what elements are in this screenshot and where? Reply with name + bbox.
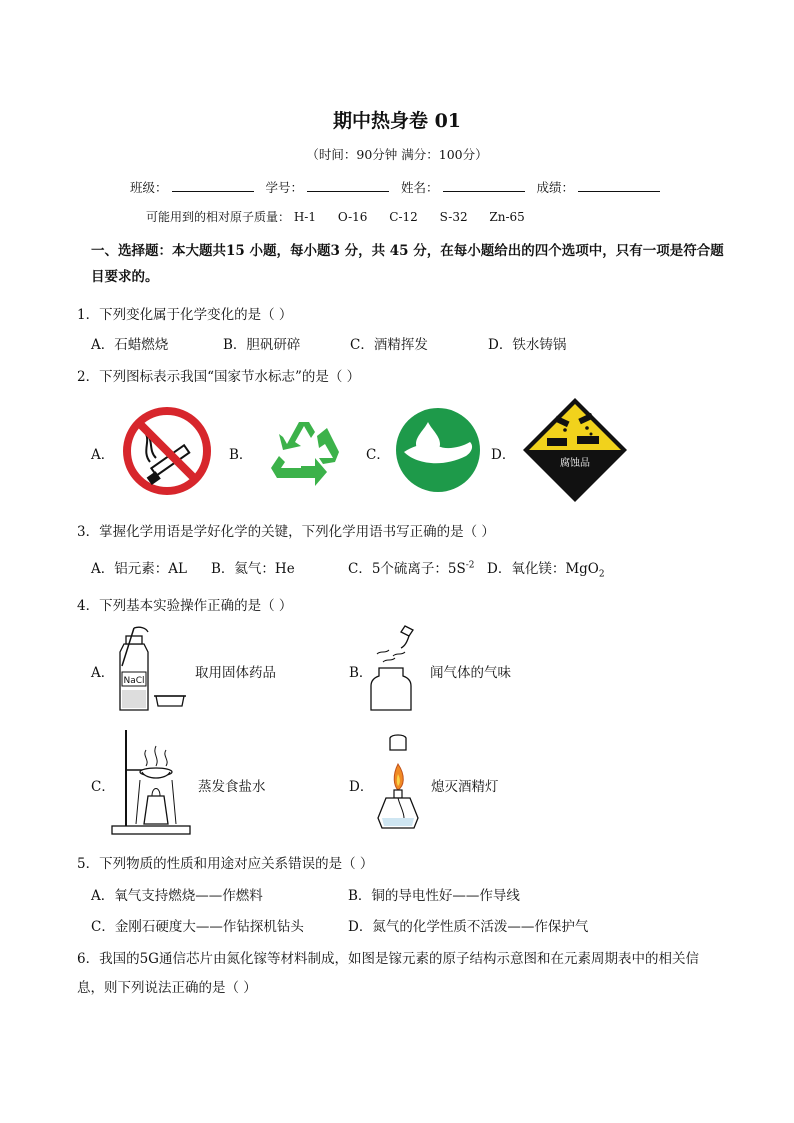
smelling-gas-icon xyxy=(365,624,425,714)
q5-option-a[interactable]: A．氧气支持燃烧——作燃料 xyxy=(91,888,263,904)
atomic-label: 可能用到的相对原子质量： xyxy=(146,210,291,224)
q2-label-a[interactable]: A． xyxy=(91,447,115,463)
q3-stem: 3．掌握化学用语是学好化学的关键，下列化学用语书写正确的是（ ） xyxy=(77,524,495,540)
atomic-mass: S-32 xyxy=(439,210,468,224)
q5-option-b[interactable]: B．铜的导电性好——作导线 xyxy=(348,888,520,904)
q4-label-c[interactable]: C． xyxy=(91,779,115,795)
atomic-mass: Zn-65 xyxy=(489,210,525,224)
student-id-blank[interactable] xyxy=(307,180,389,192)
q1-option-d[interactable]: D．铁水铸锅 xyxy=(488,337,567,353)
q3-option-d-subscript: 2 xyxy=(598,569,605,580)
student-id-label: 学号： xyxy=(265,180,303,195)
class-blank[interactable] xyxy=(172,180,254,192)
water-saving-sign-icon xyxy=(394,406,482,494)
q5-stem: 5．下列物质的性质和用途对应关系错误的是（ ） xyxy=(77,856,374,872)
q6-stem-line1: 6．我国的5G通信芯片由氮化镓等材料制成，如图是镓元素的原子结构示意图和在元素周期表中的相关信 xyxy=(77,951,699,967)
q6-stem-line2: 息，则下列说法正确的是（ ） xyxy=(77,980,257,996)
q3-option-a[interactable]: A．铝元素：AL xyxy=(91,561,187,577)
recycle-sign-icon xyxy=(255,404,353,494)
corrosive-hazard-sign-icon xyxy=(521,396,629,504)
q5-option-c[interactable]: C．金刚石硬度大——作钻探机钻头 xyxy=(91,919,304,935)
name-blank[interactable] xyxy=(443,180,525,192)
exam-subtitle: （时间：90分钟 满分：100分） xyxy=(306,147,488,162)
q3-option-b[interactable]: B．氦气：He xyxy=(211,561,295,577)
page-title: 期中热身卷 01 xyxy=(332,110,462,132)
q2-label-b[interactable]: B． xyxy=(229,447,253,463)
no-smoking-sign-icon xyxy=(120,404,214,498)
corrosive-sign-text: 腐蚀品 xyxy=(560,458,590,469)
q4-label-d[interactable]: D． xyxy=(349,779,374,795)
score-blank[interactable] xyxy=(578,180,660,192)
q4-stem: 4．下列基本实验操作正确的是（ ） xyxy=(77,598,293,614)
alcohol-lamp-icon xyxy=(370,734,430,838)
atomic-mass: H-1 xyxy=(293,210,316,224)
q4-caption-b: 闻气体的气味 xyxy=(430,665,511,681)
q1-option-b[interactable]: B．胆矾研碎 xyxy=(223,337,301,353)
q4-caption-c: 蒸发食盐水 xyxy=(198,779,266,795)
q2-label-d[interactable]: D． xyxy=(491,447,516,463)
score-label: 成绩： xyxy=(536,180,574,195)
atomic-masses xyxy=(146,208,543,225)
q4-caption-a: 取用固体药品 xyxy=(195,665,276,681)
q4-caption-d: 熄灭酒精灯 xyxy=(431,779,499,795)
q5-option-d[interactable]: D．氮气的化学性质不活泼——作保护气 xyxy=(348,919,589,935)
q4-label-a[interactable]: A． xyxy=(91,665,115,681)
q3-option-c[interactable] xyxy=(348,557,475,577)
q1-option-a[interactable]: A．石蜡燃烧 xyxy=(91,337,169,353)
bottle-label: NaCl xyxy=(123,676,145,686)
q3-option-c-charge: -2 xyxy=(465,560,475,571)
evaporation-setup-icon xyxy=(108,726,194,838)
q4-label-b[interactable]: B． xyxy=(349,665,373,681)
q3-option-d[interactable] xyxy=(487,557,605,580)
q2-label-c[interactable]: C． xyxy=(366,447,390,463)
atomic-mass: O-16 xyxy=(337,210,368,224)
section-heading: 一、选择题：本大题共15 小题，每小题3 分，共 45 分，在每小题给出的四个选项中，只有一项是符合题目要求的。 xyxy=(91,243,724,285)
q1-option-c[interactable]: C．酒精挥发 xyxy=(350,337,428,353)
atomic-mass: C-12 xyxy=(389,210,418,224)
q1-stem: 1．下列变化属于化学变化的是（ ） xyxy=(77,307,293,323)
q3-option-d-text: D．氧化镁：MgO xyxy=(487,561,599,577)
q2-stem: 2．下列图标表示我国“国家节水标志”的是（ ） xyxy=(77,369,361,385)
student-info-row xyxy=(0,178,794,196)
class-label: 班级： xyxy=(129,180,168,195)
name-label: 姓名： xyxy=(400,180,439,195)
nacl-bottle-icon xyxy=(112,626,192,714)
q3-option-c-text: C．5个硫离子：5S xyxy=(348,561,466,577)
